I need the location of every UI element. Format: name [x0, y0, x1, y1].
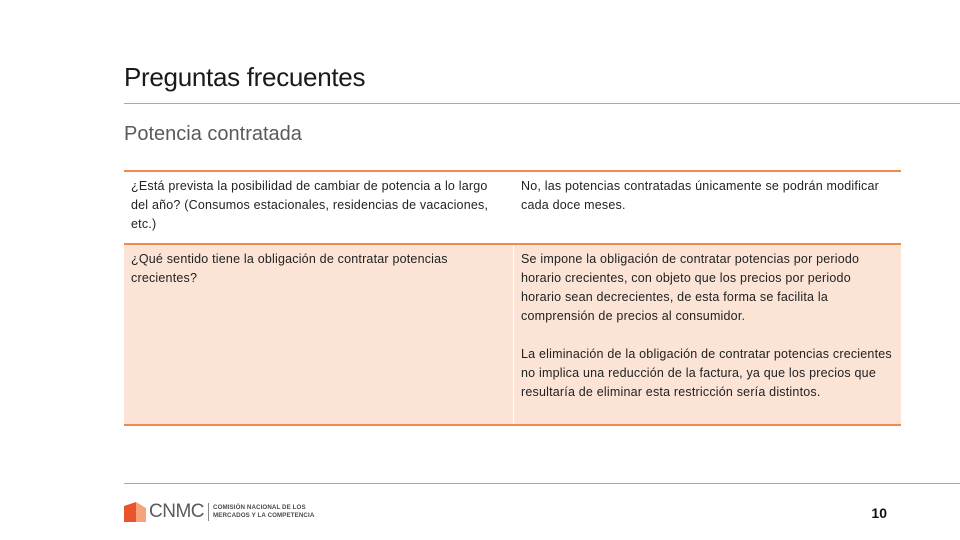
logo-line-1: COMISIÓN NACIONAL DE LOS — [213, 504, 306, 511]
title-divider — [124, 103, 960, 104]
faq-row — [124, 244, 901, 425]
cnmc-logo-mark-icon — [124, 502, 146, 522]
faq-answer-paragraph: La eliminación de la obligación de contratar potencias crecientes no implica una reducción de la factura, ya que los precios que resultaría de eliminar esta restricción sería distintos. — [521, 347, 892, 399]
footer-divider — [124, 483, 960, 484]
faq-answer — [514, 171, 902, 244]
faq-question: ¿Está prevista la posibilidad de cambiar de potencia a lo largo del año? (Consumos estacionales, residencias de vacaciones, etc.) — [124, 171, 514, 244]
faq-answer-paragraph: Se impone la obligación de contratar potencias por periodo horario crecientes, con objeto que los precios por periodo horario sean decrecientes, de esta forma se facilita la comprensión de precios al consumidor. — [521, 252, 860, 323]
section-subtitle: Potencia contratada — [124, 123, 302, 145]
faq-question: ¿Qué sentido tiene la obligación de contratar potencias crecientes? — [124, 244, 514, 425]
slide-title: Preguntas frecuentes — [124, 62, 366, 92]
logo-wordmark — [213, 504, 314, 520]
logo-line-2: MERCADOS Y LA COMPETENCIA — [213, 512, 315, 519]
faq-answer-paragraph: No, las potencias contratadas únicamente se podrán modificar cada doce meses. — [521, 179, 880, 212]
logo-letters: CNMC — [149, 501, 204, 522]
cnmc-logo — [124, 501, 314, 523]
faq-answer — [514, 244, 902, 425]
page-number: 10 — [871, 505, 887, 521]
faq-table — [124, 170, 901, 426]
logo-separator — [208, 503, 209, 521]
faq-row — [124, 171, 901, 244]
